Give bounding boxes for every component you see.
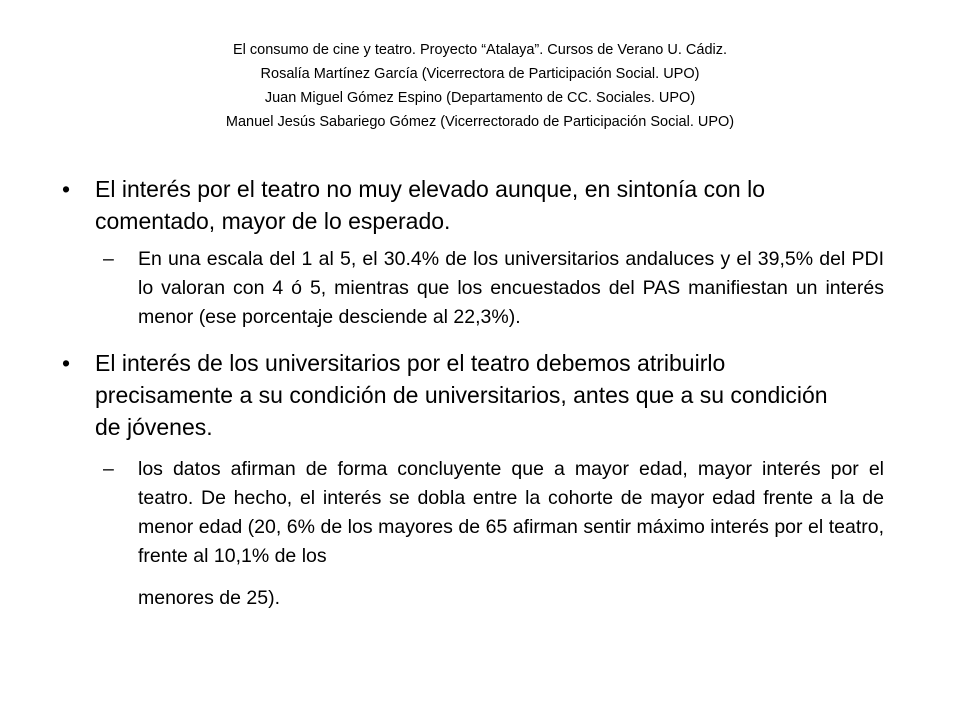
sub-bullet-text-block	[138, 455, 884, 613]
bullet-text: El interés por el teatro no muy elevado aunque, en sintonía con lo comentado, mayor de lo esperado.	[95, 176, 765, 234]
header-line-author-3: Manuel Jesús Sabariego Gómez (Vicerrectorado de Participación Social. UPO)	[225, 114, 735, 130]
slide-body	[60, 173, 920, 613]
sub-bullet-text: En una escala del 1 al 5, el 30.4% de los universitarios andaluces y el 39,5% del PDI lo valoran con 4 ó 5, mientras que los encuestados del PAS manifiestan un interés menor (ese porcentaje desciende al 22,3%).	[138, 248, 884, 328]
sub-bullet-item	[103, 245, 920, 332]
sub-bullet-item	[103, 455, 920, 613]
sub-bullet-text: los datos afirman de forma concluyente que a mayor edad, mayor interés por el teatro. De hecho, el interés se dobla entre la cohorte de mayor edad frente a la de menor edad (20, 6% de los mayores de 65 afirman sentir máximo interés por el teatro, frente al 10,1% de los	[138, 458, 884, 567]
bullet-item	[60, 173, 920, 237]
header-line-title: El consumo de cine y teatro. Proyecto “Atalaya”. Cursos de Verano U. Cádiz.	[232, 42, 728, 58]
bullet-marker: •	[62, 350, 71, 376]
bullet-text: El interés de los universitarios por el teatro debemos atribuirlo precisamente a su condición de universitarios, antes que a su condición de jóvenes.	[95, 350, 828, 440]
bullet-item	[60, 347, 920, 443]
header-line-author-2: Juan Miguel Gómez Espino (Departamento de CC. Sociales. UPO)	[264, 90, 696, 106]
bullet-marker: •	[62, 176, 71, 202]
header-line-author-1: Rosalía Martínez García (Vicerrectora de Participación Social. UPO)	[260, 66, 700, 82]
sub-bullet-marker: –	[103, 248, 114, 270]
slide-header	[60, 38, 900, 134]
sub-bullet-text-last-line: menores de 25).	[138, 587, 280, 609]
sub-bullet-marker: –	[103, 458, 114, 480]
